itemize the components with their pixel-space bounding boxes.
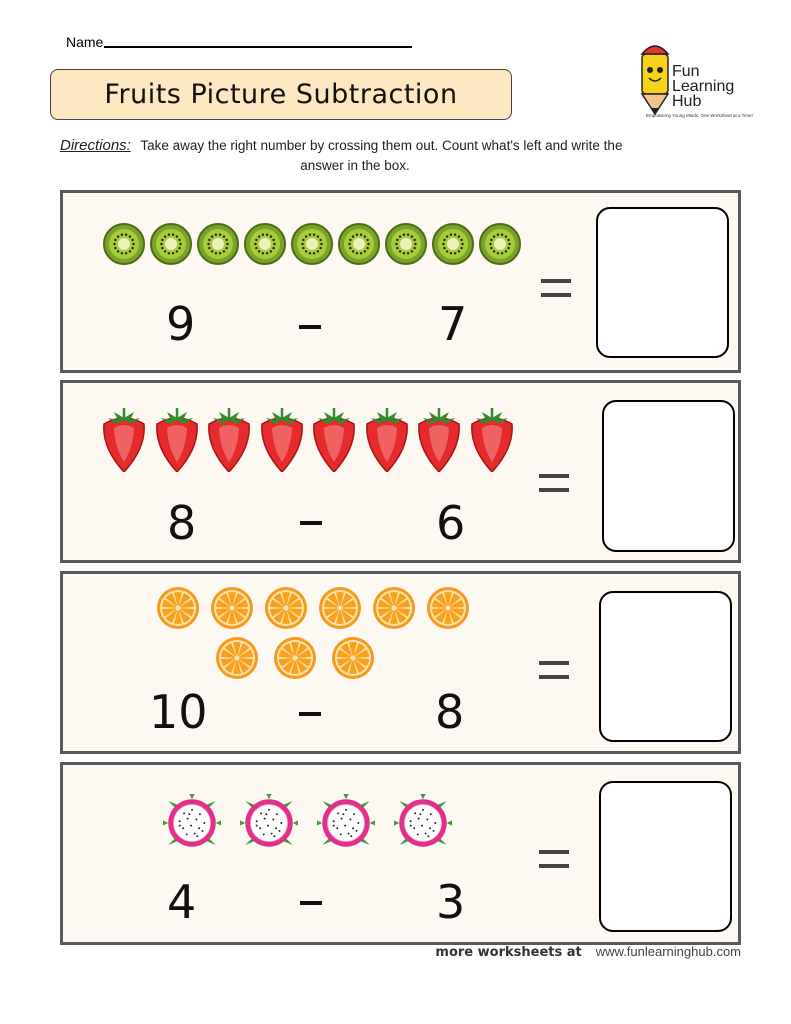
kiwi-icon[interactable] xyxy=(432,223,474,265)
dragon-fruit-icon[interactable] xyxy=(317,794,375,852)
answer-box-4[interactable] xyxy=(599,781,732,932)
strawberry-icon[interactable] xyxy=(363,406,411,472)
worksheet-title: Fruits Picture Subtraction xyxy=(104,79,458,110)
problem-panel-4 xyxy=(60,762,741,945)
logo-tagline: Empowering Young Minds, One Worksheet at a Time! xyxy=(646,113,753,118)
strawberry-icon[interactable] xyxy=(153,406,201,472)
minuend-number: 10 xyxy=(149,685,208,739)
footer-url[interactable]: www.funlearninghub.com xyxy=(595,944,741,959)
subtrahend-number: 3 xyxy=(436,875,466,929)
kiwi-icon[interactable] xyxy=(479,223,521,265)
equals-sign xyxy=(541,279,571,297)
problem-panel-3 xyxy=(60,571,741,754)
equals-sign xyxy=(539,661,569,679)
answer-box-3[interactable] xyxy=(599,591,732,742)
directions-label: Directions: xyxy=(60,137,131,154)
kiwi-icon[interactable] xyxy=(197,223,239,265)
minuend-number: 8 xyxy=(167,496,197,550)
problem-panel-2 xyxy=(60,380,741,563)
orange-slice-icon[interactable] xyxy=(215,636,259,680)
dragon-fruit-icon[interactable] xyxy=(163,794,221,852)
minus-sign xyxy=(299,325,321,329)
answer-box-1[interactable] xyxy=(596,207,729,358)
dragon-fruit-icon[interactable] xyxy=(394,794,452,852)
kiwi-icon[interactable] xyxy=(385,223,427,265)
orange-slice-icon[interactable] xyxy=(264,586,308,630)
equals-sign xyxy=(539,474,569,492)
strawberry-icon[interactable] xyxy=(205,406,253,472)
name-label: Name xyxy=(66,34,104,50)
subtrahend-number: 8 xyxy=(435,685,465,739)
answer-box-2[interactable] xyxy=(602,400,735,552)
orange-slice-icon[interactable] xyxy=(426,586,470,630)
directions-text-line2: answer in the box. xyxy=(300,158,410,173)
footer xyxy=(435,944,741,960)
strawberry-icon[interactable] xyxy=(415,406,463,472)
orange-slice-icon[interactable] xyxy=(331,636,375,680)
kiwi-icon[interactable] xyxy=(291,223,333,265)
kiwi-icon[interactable] xyxy=(103,223,145,265)
kiwi-icon[interactable] xyxy=(338,223,380,265)
orange-slice-icon[interactable] xyxy=(318,586,362,630)
minuend-number: 4 xyxy=(167,875,197,929)
dragon-fruit-icon[interactable] xyxy=(240,794,298,852)
strawberry-icon[interactable] xyxy=(468,406,516,472)
title-banner xyxy=(50,69,512,120)
footer-label: more worksheets at xyxy=(435,945,582,960)
orange-slice-icon[interactable] xyxy=(210,586,254,630)
strawberry-icon[interactable] xyxy=(100,406,148,472)
problem-panel-1 xyxy=(60,190,741,373)
minuend-number: 9 xyxy=(166,297,196,351)
name-write-line[interactable] xyxy=(104,46,412,48)
kiwi-icon[interactable] xyxy=(150,223,192,265)
orange-slice-icon[interactable] xyxy=(273,636,317,680)
orange-slice-icon[interactable] xyxy=(372,586,416,630)
kiwi-icon[interactable] xyxy=(244,223,286,265)
subtrahend-number: 6 xyxy=(436,496,466,550)
strawberry-icon[interactable] xyxy=(258,406,306,472)
minus-sign xyxy=(299,712,321,716)
directions-text-line1: Take away the right number by crossing them out. Count what's left and write the xyxy=(140,138,623,153)
logo-text: Fun Learning Hub xyxy=(672,63,735,110)
directions xyxy=(60,136,740,176)
orange-slice-icon[interactable] xyxy=(156,586,200,630)
minus-sign xyxy=(300,521,322,525)
subtrahend-number: 7 xyxy=(438,297,468,351)
strawberry-icon[interactable] xyxy=(310,406,358,472)
equals-sign xyxy=(539,850,569,868)
minus-sign xyxy=(300,901,322,905)
